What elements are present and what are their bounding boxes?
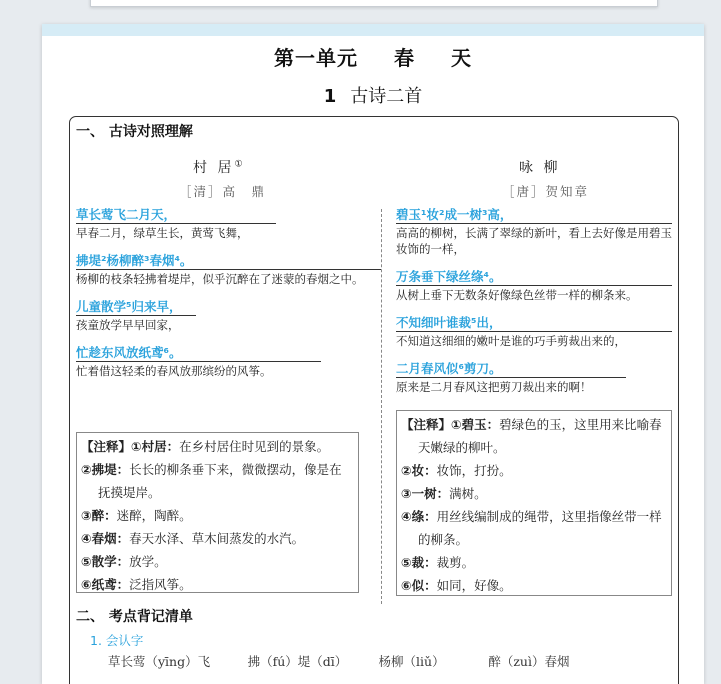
unit-theme-a: 春 bbox=[394, 46, 415, 70]
note-row bbox=[401, 482, 667, 505]
note-label: ②拂堤： bbox=[81, 462, 130, 477]
translation-text: 孩童放学早早回家， bbox=[76, 315, 196, 333]
poem-right-line-1 bbox=[396, 205, 672, 257]
poem-right-line-4 bbox=[396, 359, 626, 395]
translation-text: 不知道这细细的嫩叶是谁的巧手剪裁出来的， bbox=[396, 331, 672, 349]
poem-left-line-2 bbox=[76, 251, 381, 287]
unit-theme-b: 天 bbox=[450, 46, 472, 70]
verse-text: 二月春风似⁶剪刀。 bbox=[396, 361, 502, 376]
note-text: 如同，好像。 bbox=[436, 578, 512, 593]
note-row bbox=[401, 505, 667, 551]
note-label: ⑥似： bbox=[401, 578, 437, 593]
note-text: 春天水泽、草木间蒸发的水汽。 bbox=[129, 531, 305, 546]
note-label: ④绦： bbox=[401, 509, 437, 524]
note-text: 裁剪。 bbox=[436, 555, 475, 570]
note-row bbox=[401, 413, 667, 459]
note-text: 放学。 bbox=[129, 554, 167, 569]
section-1-title: 一、 古诗对照理解 bbox=[76, 124, 193, 140]
note-row bbox=[401, 574, 667, 597]
note-text: 妆饰，打扮。 bbox=[436, 463, 512, 478]
unit-title bbox=[42, 42, 704, 71]
poem-left-line-1 bbox=[76, 205, 276, 241]
note-label: ③一树： bbox=[401, 486, 450, 501]
note-row bbox=[81, 550, 354, 573]
note-label: 【注释】①碧玉： bbox=[401, 417, 500, 432]
previous-page-edge bbox=[90, 0, 658, 7]
poem-left-title bbox=[193, 157, 243, 177]
unit-label: 第一单元 bbox=[274, 46, 359, 70]
document-page bbox=[42, 24, 704, 684]
note-text: 用丝线编制成的绳带，这里指像丝带一样的柳条。 bbox=[418, 509, 662, 547]
note-label: ⑤散学： bbox=[81, 554, 130, 569]
note-text: 满树。 bbox=[449, 486, 487, 501]
note-row bbox=[401, 459, 667, 482]
note-label: ④春烟： bbox=[81, 531, 130, 546]
note-label: ③醉： bbox=[81, 508, 117, 523]
poem-left-line-3 bbox=[76, 297, 196, 333]
lesson-name: 古诗二首 bbox=[350, 86, 423, 107]
translation-text: 高高的柳树，长满了翠绿的新叶，看上去好像是用碧玉妆饰的一样， bbox=[396, 223, 672, 257]
poem-left-line-4 bbox=[76, 343, 321, 379]
poem-left-notes bbox=[76, 432, 359, 593]
note-text: 迷醉，陶醉。 bbox=[116, 508, 192, 523]
section-2-sub-1: 1. 会认字 bbox=[90, 633, 144, 648]
section-2-title: 二、 考点背记清单 bbox=[76, 609, 193, 625]
note-text: 长长的柳条垂下来，微微摆动，像是在抚摸堤岸。 bbox=[98, 462, 342, 500]
note-label: ②妆： bbox=[401, 463, 437, 478]
verse-text: 拂堤²杨柳醉³春烟⁴。 bbox=[76, 253, 193, 268]
note-row bbox=[81, 573, 354, 596]
note-row bbox=[81, 435, 354, 458]
poem-left-author: ［清］高 鼎 bbox=[179, 184, 267, 199]
verse-text: 不知细叶谁裁⁵出， bbox=[396, 315, 502, 330]
translation-text: 原来是二月春风这把剪刀裁出来的啊！ bbox=[396, 377, 626, 395]
note-label: ⑥纸鸢： bbox=[81, 577, 130, 592]
poem-left-title-text: 村 居 bbox=[193, 160, 235, 176]
note-label: ⑤裁： bbox=[401, 555, 437, 570]
verse-text: 万条垂下绿丝绦⁴。 bbox=[396, 269, 502, 284]
section-2-word-row: 草长莺（yīng）飞 拂（fú）堤（dī） 杨柳（liǔ） 醉（zuì）春烟 bbox=[108, 654, 570, 669]
note-text: 泛指风筝。 bbox=[129, 577, 192, 592]
poem-left-title-note: ① bbox=[234, 159, 243, 170]
poem-right-line-2 bbox=[396, 267, 672, 303]
translation-text: 杨柳的枝条轻拂着堤岸，似乎沉醉在了迷蒙的春烟之中。 bbox=[76, 269, 381, 287]
note-row bbox=[81, 458, 354, 504]
top-band bbox=[42, 24, 704, 36]
verse-text: 儿童散学⁵归来早， bbox=[76, 299, 182, 314]
note-label: 【注释】①村居： bbox=[81, 439, 180, 454]
lesson-number: 1 bbox=[323, 86, 337, 107]
note-text: 碧绿色的玉，这里用来比喻春天嫩绿的柳叶。 bbox=[418, 417, 662, 455]
column-divider bbox=[381, 209, 382, 604]
translation-text: 早春二月，绿草生长，黄莺飞舞， bbox=[76, 223, 276, 241]
poem-right-title: 咏 柳 bbox=[519, 160, 561, 176]
lesson-title bbox=[42, 82, 704, 108]
note-text: 在乡村居住时见到的景象。 bbox=[179, 439, 330, 454]
verse-text: 忙趁东风放纸鸢⁶。 bbox=[76, 345, 182, 360]
poem-right-notes bbox=[396, 410, 672, 596]
note-row bbox=[81, 504, 354, 527]
content-box bbox=[69, 116, 679, 684]
poem-right-line-3 bbox=[396, 313, 672, 349]
verse-text: 碧玉¹妆²成一树³高， bbox=[396, 207, 513, 222]
verse-text: 草长莺飞二月天， bbox=[76, 207, 177, 222]
note-row bbox=[81, 527, 354, 550]
note-row bbox=[401, 551, 667, 574]
poem-right-author: ［唐］贺知章 bbox=[502, 184, 590, 199]
translation-text: 从树上垂下无数条好像绿色丝带一样的柳条来。 bbox=[396, 285, 672, 303]
translation-text: 忙着借这轻柔的春风放那缤纷的风筝。 bbox=[76, 361, 321, 379]
